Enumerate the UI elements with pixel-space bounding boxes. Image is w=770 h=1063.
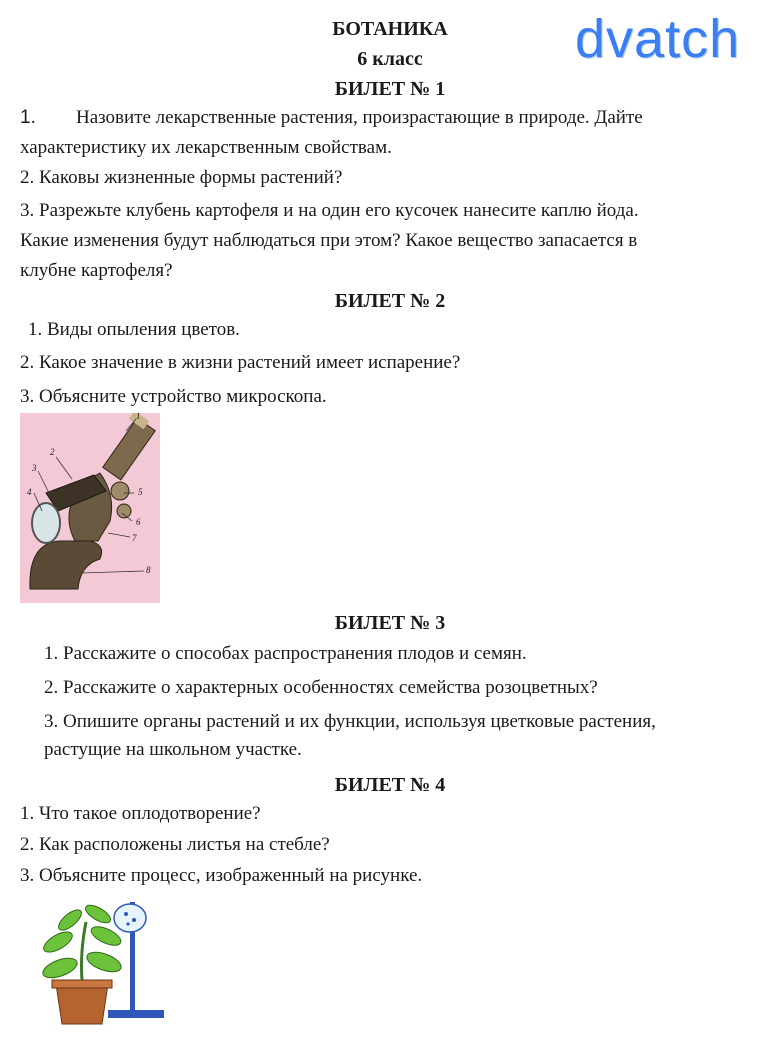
subject-title: БОТАНИКА (332, 18, 448, 40)
ticket-1-q3-line3: клубне картофеля? (20, 260, 173, 281)
figure-label-4: 4 (27, 487, 32, 497)
figure-label-8: 8 (146, 565, 151, 575)
ticket-1-q1-line1: Назовите лекарственные растения, произрастающие в природе. Дайте (76, 107, 643, 128)
microscope-figure (20, 413, 160, 603)
ticket-1-title: БИЛЕТ № 1 (334, 78, 446, 100)
ticket-3-q3-line1: 3. Опишите органы растений и их функции, используя цветковые растения, (44, 711, 656, 732)
ticket-2-q3: 3. Объясните устройство микроскопа. (20, 386, 327, 407)
ticket-1-q1-number: 1. (20, 107, 36, 128)
ticket-1-q1-line2: характеристику их лекарственным свойствам. (20, 137, 392, 158)
ticket-2-q2: 2. Какое значение в жизни растений имеет испарение? (20, 352, 461, 373)
ticket-2-q1: 1. Виды опыления цветов. (28, 319, 240, 340)
ticket-4-title: БИЛЕТ № 4 (334, 774, 446, 796)
ticket-2-title: БИЛЕТ № 2 (334, 290, 446, 312)
ticket-3-q2: 2. Расскажите о характерных особенностях семейства розоцветных? (44, 677, 598, 698)
plant-experiment-figure (22, 892, 172, 1042)
ticket-1-q3-line1: 3. Разрежьте клубень картофеля и на один его кусочек нанесите каплю йода. (20, 200, 639, 221)
grade-label: 6 класс (357, 48, 423, 70)
ticket-4-q2: 2. Как расположены листья на стебле? (20, 834, 330, 855)
watermark: dvatch (575, 9, 741, 69)
ticket-3-q1: 1. Расскажите о способах распространения плодов и семян. (44, 643, 527, 664)
figure-label-6: 6 (136, 517, 141, 527)
ticket-1-q3-line2: Какие изменения будут наблюдаться при этом? Какое вещество запасается в (20, 230, 638, 251)
figure-label-3: 3 (32, 463, 37, 473)
figure-label-5: 5 (138, 487, 143, 497)
ticket-4-q1: 1. Что такое оплодотворение? (20, 803, 261, 824)
ticket-3-title: БИЛЕТ № 3 (334, 612, 446, 634)
figure-label-7: 7 (132, 533, 137, 543)
figure-label-2: 2 (50, 447, 55, 457)
ticket-4-q3: 3. Объясните процесс, изображенный на рисунке. (20, 865, 423, 886)
figure-label-1: 1 (136, 413, 141, 421)
ticket-3-q3-line2: растущие на школьном участке. (44, 739, 302, 760)
ticket-1-q2: 2. Каковы жизненные формы растений? (20, 167, 343, 188)
